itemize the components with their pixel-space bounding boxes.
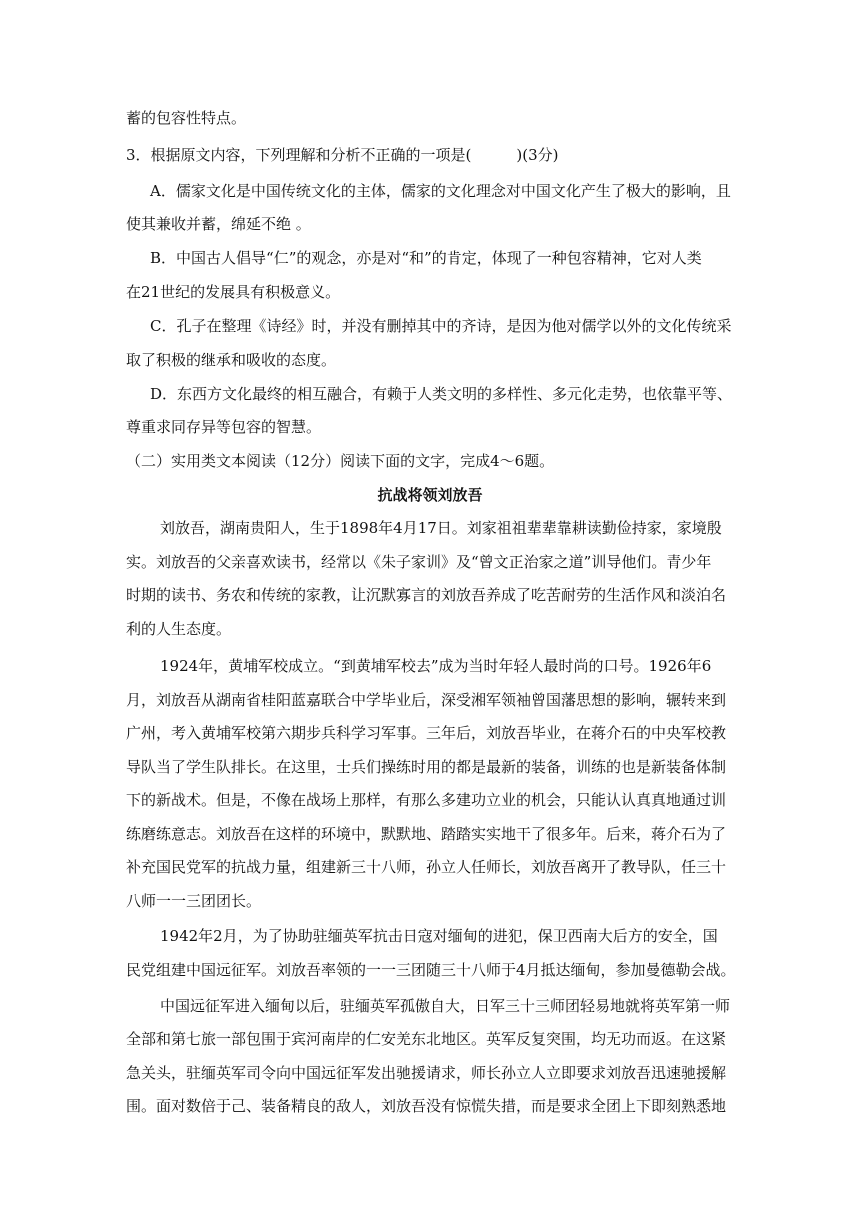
- paragraph-4-line: 中国远征军进入缅甸以后，驻缅英军孤傲自大，日军三十三师团轻易地就将英军第一师: [160, 997, 731, 1015]
- paragraph-2-line: 月，刘放吾从湖南省桂阳蓝嘉联合中学毕业后，深受湘军领袖曾国藩思想的影响，辗转来到: [126, 691, 727, 709]
- paragraph-4-line: 全部和第七旅一部包围于宾河南岸的仁安羌东北地区。英军反复突围，均无功而返。在这紧: [126, 1030, 727, 1048]
- section-heading: （二）实用类文本阅读（12分）阅读下面的文字，完成4～6题。: [126, 452, 555, 470]
- paragraph-1-line: 时期的读书、务农和传统的家教，让沉默寡言的刘放吾养成了吃苦耐劳的生活作风和淡泊名: [126, 586, 727, 604]
- q3-option-c-line1: C．孔子在整理《诗经》时，并没有删掉其中的齐诗，是因为他对儒学以外的文化传统采: [150, 317, 732, 335]
- paragraph-2-line: 练磨练意志。刘放吾在这样的环境中，默默地、踏踏实实地干了很多年。后来，蒋介石为了: [126, 825, 727, 843]
- q3-option-d-line2: 尊重求同存异等包容的智慧。: [126, 418, 322, 436]
- paragraph-4-line: 急关头，驻缅英军司令向中国远征军发出驰援请求，师长孙立人立即要求刘放吾迅速驰援解: [126, 1064, 727, 1082]
- q3-option-c-line2: 取了积极的继承和吸收的态度。: [126, 351, 337, 369]
- paragraph-3-line: 民党组建中国远征军。刘放吾率领的一一三团随三十八师于4月抵达缅甸，参加曼德勒会战。: [126, 961, 736, 979]
- paragraph-1-line: 利的人生态度。: [126, 620, 232, 638]
- q3-option-d-line1: D．东西方文化最终的相互融合，有赖于人类文明的多样性、多元化走势，也依靠平等、: [150, 385, 733, 403]
- paragraph-2-line: 1924年，黄埔军校成立。“到黄埔军校去”成为当时年轻人最时尚的口号。1926年6: [160, 657, 712, 675]
- paragraph-2-line: 广州，考入黄埔军校第六期步兵科学习军事。三年后，刘放吾毕业，在蒋介石的中央军校教: [126, 724, 727, 742]
- q3-stem: 3．根据原文内容，下列理解和分析不正确的一项是( )(3分): [126, 146, 559, 164]
- q3-option-a-line1: A．儒家文化是中国传统文化的主体，儒家的文化理念对中国文化产生了极大的影响，且: [150, 182, 731, 200]
- paragraph-2-line: 导队当了学生队排长。在这里，士兵们操练时用的都是最新的装备，训练的也是新装备体制: [126, 758, 727, 776]
- q3-option-b-line1: B．中国古人倡导“仁”的观念，亦是对“和”的肯定，体现了一种包容精神，它对人类: [150, 249, 702, 267]
- paragraph-2-line: 八师一一三团团长。: [126, 892, 262, 910]
- q2-tail-text: 蓄的包容性特点。: [126, 109, 247, 127]
- paragraph-1-line: 实。刘放吾的父亲喜欢读书，经常以《朱子家训》及“曾文正治家之道”训导他们。青少年: [126, 553, 712, 571]
- article-title: 抗战将领刘放吾: [377, 486, 483, 504]
- paragraph-4-line: 围。面对数倍于己、装备精良的敌人，刘放吾没有惊慌失措，而是要求全团上下即刻熟悉地: [126, 1097, 727, 1115]
- paragraph-3-line: 1942年2月，为了协助驻缅英军抗击日寇对缅甸的进犯，保卫西南大后方的安全，国: [160, 927, 718, 945]
- paragraph-1-line: 刘放吾，湖南贵阳人，生于1898年4月17日。刘家祖祖辈辈靠耕读勤俭持家，家境殷: [160, 519, 722, 537]
- q3-option-b-line2: 在21世纪的发展具有积极意义。: [126, 283, 341, 301]
- paragraph-2-line: 补充国民党军的抗战力量，组建新三十八师，孙立人任师长，刘放吾离开了教导队，任三十: [126, 858, 727, 876]
- paragraph-2-line: 下的新战术。但是，不像在战场上那样，有那么多建功立业的机会，只能认认真真地通过训: [126, 791, 727, 809]
- q3-option-a-line2: 使其兼收并蓄，绵延不绝 。: [126, 215, 311, 233]
